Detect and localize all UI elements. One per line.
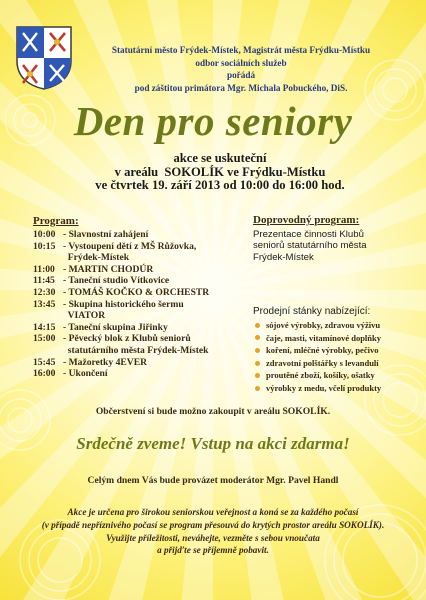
footer-line: (v případě nepříznivého počasí se program přesouvá do krytých prostor areálu SOKOLÍK). — [41, 519, 385, 530]
accompanying-heading: Doprovodný program: — [253, 214, 360, 226]
stall-item-label: výrobky z medu, včelí produkty — [266, 382, 382, 393]
program-time — [33, 252, 63, 264]
sales-stalls — [253, 306, 421, 395]
program-heading: Program: — [33, 215, 79, 227]
footer-note — [12, 506, 414, 557]
program-time: 15:45 — [33, 356, 56, 368]
stall-item-label: koření, mléčné výrobky, pečivo — [266, 345, 379, 356]
header-line: Statutární město Frýdek-Místek, Magistrát města Frýdku-Místku — [111, 45, 371, 55]
program-time — [33, 310, 63, 322]
accompanying-line: seniorů statutárního města — [253, 240, 367, 252]
program-time: 12:30 — [33, 286, 56, 298]
program-time: 10:15 — [33, 240, 56, 252]
stall-item — [253, 344, 421, 357]
program-time: 14:15 — [33, 321, 56, 333]
stall-item — [253, 332, 421, 345]
program-item — [33, 287, 248, 299]
bullet-icon — [255, 386, 260, 391]
stall-item — [253, 382, 421, 395]
program-act: - Skupina historického šermu — [63, 298, 184, 310]
stalls-heading: Prodejní stánky nabízející: — [253, 306, 371, 317]
page-title: Den pro seniory — [73, 98, 353, 144]
stall-item — [253, 369, 421, 382]
stalls-list — [253, 319, 421, 395]
bullet-icon — [255, 323, 260, 328]
footer-line: a přijďte se příjemně pobavit. — [157, 545, 269, 556]
program-item — [33, 333, 248, 345]
program-item — [33, 264, 248, 276]
program-act: - Slavnostní zahájení — [63, 229, 149, 240]
footer-line: Využijte příležitosti, neváhejte, vezměte s sebou vnoučata — [106, 532, 320, 543]
program-item — [33, 322, 248, 334]
bullet-icon — [255, 335, 260, 340]
program-item — [33, 275, 248, 287]
program-column — [33, 215, 248, 380]
program-act: VIATOR — [63, 310, 106, 322]
program-time: 11:45 — [33, 275, 55, 287]
stall-item-label: proutěné zboží, košíky, ošatky — [266, 370, 375, 381]
accompanying-line: Prezentace činnosti Klubů — [253, 228, 364, 240]
program-item — [33, 357, 248, 369]
footer-line: Akce je určena pro širokou seniorskou veřejnost a koná se za každého počasí — [67, 507, 359, 517]
header-line: odbor sociálních služeb — [195, 57, 287, 68]
program-time: 13:45 — [33, 298, 56, 310]
moderator-note: Celým dnem Vás bude provázet moderátor Mgr. Pavel Handl — [87, 475, 339, 486]
program-item — [33, 368, 248, 380]
program-item — [33, 310, 248, 322]
stall-item-label: sójové výrobky, zdravou výživu — [266, 320, 381, 330]
event-details — [60, 152, 380, 193]
bullet-icon — [255, 361, 260, 366]
program-act: Frýdek-Místek — [63, 252, 130, 264]
event-venue: v areálu SOKOLÍK ve Frýdku-Místku — [114, 164, 326, 179]
stall-item — [253, 319, 421, 332]
program-time: 16:00 — [33, 368, 56, 380]
accompanying-line: Frýdek-Místek — [253, 251, 314, 263]
program-time: 15:00 — [33, 333, 56, 345]
program-act: - Ukončení — [63, 368, 108, 380]
stall-item — [253, 357, 421, 370]
program-act: - Taneční skupina Jiřinky — [63, 321, 168, 333]
header-line: pořádá — [226, 70, 256, 81]
program-act: - Mažoretky 4EVER — [63, 356, 148, 368]
bullet-icon — [255, 373, 260, 378]
city-coat-of-arms-icon — [15, 25, 73, 91]
program-time: 10:00 — [33, 229, 56, 240]
program-item — [33, 299, 248, 311]
program-act: - Vystoupení dětí z MŠ Růžovka, — [63, 240, 197, 252]
welcome-slogan: Srdečně zveme! Vstup na akci zdarma! — [76, 434, 350, 453]
bullet-icon — [255, 348, 260, 353]
event-date: ve čtvrtek 19. září 2013 od 10:00 do 16:00 hod. — [95, 178, 345, 193]
program-act: statutárního města Frýdek-Místek — [63, 344, 209, 356]
refreshments-note: Občerstvení si bude možno zakoupit v areálu SOKOLÍK. — [95, 406, 331, 417]
stall-item-label: čaje, masti, vitamínové doplňky — [266, 332, 381, 343]
program-item — [33, 345, 248, 357]
program-time — [33, 345, 63, 357]
program-act: - TOMÁŠ KOČKO & ORCHESTR — [63, 286, 210, 298]
header-line: pod záštitou primátora Mgr. Michala Pobuckého, DiS. — [134, 82, 348, 93]
program-act: - MARTIN CHODÚR — [63, 263, 154, 275]
program-list — [33, 229, 248, 380]
program-item — [33, 252, 248, 264]
program-time: 11:00 — [33, 263, 55, 275]
organizer-header — [76, 44, 406, 94]
accompanying-program — [253, 215, 413, 263]
event-line: akce se uskuteční — [173, 151, 267, 165]
program-act: - Taneční studio Vítkovice — [63, 275, 170, 287]
stall-item-label: zdravotní polštářky s levandulí — [266, 357, 379, 368]
program-item — [33, 229, 248, 241]
program-item — [33, 241, 248, 253]
program-act: - Pěvecký blok z Klubů seniorů — [63, 333, 191, 345]
